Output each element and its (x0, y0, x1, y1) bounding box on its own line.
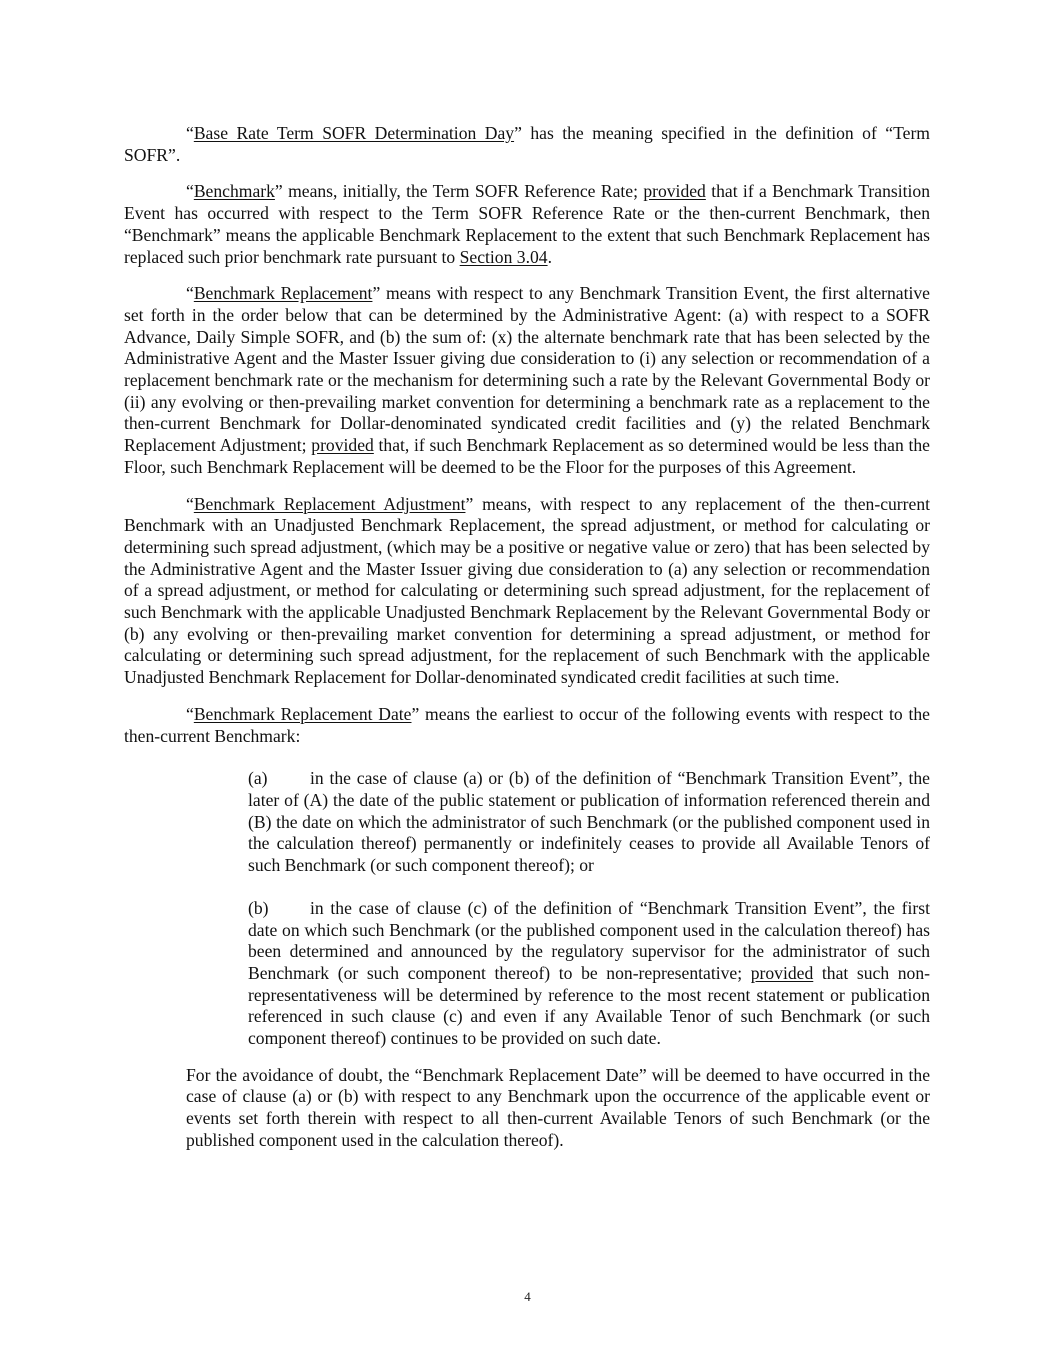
defined-term: Benchmark Replacement Date (193, 703, 412, 724)
clause-b: (b) in the case of clause (c) of the definition of “Benchmark Transition Event”, the first date on which such Benchmark (or the published component used in the calculation thereof) has been determined and announced by the regulatory supervisor for the administrator of such Benchmark (or such component thereof) to be non-representative; provided that such non-representativeness will be determined by reference to the most recent statement or publication referenced in such clause (c) and even if any Available Tenor of such Benchmark (or such component thereof) continues to be provided on such date. (248, 897, 931, 1049)
document-page (124, 123, 930, 1152)
definition-base-rate-term-sofr-determination-day: “Base Rate Term SOFR Determination Day” has the meaning specified in the definition of “Term SOFR”. (124, 123, 930, 165)
page-number: 4 (524, 1289, 531, 1304)
provided-emphasis: provided (643, 181, 706, 202)
clause-label: (b) (248, 897, 269, 918)
definition-benchmark-replacement-date: “Benchmark Replacement Date” means the earliest to occur of the following events with respect to the then-current Benchmark: (124, 703, 930, 746)
provided-emphasis: provided (750, 962, 814, 983)
definition-benchmark-replacement: “Benchmark Replacement” means with respect to any Benchmark Transition Event, the first alternative set forth in the order below that can be determined by the Administrative Agent: (a) with respect to a SOFR Advance, Daily Simple SOFR, and (b) the sum of: (x) the alternate benchmark rate that has been selected by the Administrative Agent and the Master Issuer giving due consideration to (i) any selection or recommendation of a replacement benchmark rate or the mechanism for determining such a rate by the Relevant Governmental Body or (ii) any evolving or then-prevailing market convention for determining a benchmark rate as a replacement to the then-current Benchmark for Dollar-denominated syndicated credit facilities and (y) the related Benchmark Replacement Adjustment; provided that, if such Benchmark Replacement as so determined would be less than the Floor, such Benchmark Replacement will be deemed to be the Floor for the purposes of this Agreement. (124, 283, 930, 477)
defined-term: Benchmark (193, 181, 275, 202)
clause-a: (a) in the case of clause (a) or (b) of the definition of “Benchmark Transition Event”, the later of (A) the date of the public statement or publication of information referenced therein and (B) the date on which the administrator of such Benchmark (or the published component used in the calculation thereof) permanently or indefinitely ceases to provide all Available Tenors of such Benchmark (or such component thereof); or (248, 768, 930, 876)
definition-benchmark-replacement-adjustment: “Benchmark Replacement Adjustment” means, with respect to any replacement of the then-current Benchmark with an Unadjusted Benchmark Replacement, the spread adjustment, or method for calculating or determining such spread adjustment, (which may be a positive or negative value or zero) that has been selected by the Administrative Agent and the Master Issuer giving due consideration to (a) any selection or recommendation of a spread adjustment, or method for calculating or determining such spread adjustment, for the replacement of such Benchmark with the applicable Unadjusted Benchmark Replacement by the Relevant Governmental Body or (b) any evolving or then-prevailing market convention for determining a spread adjustment, or method for calculating or determining such spread adjustment, for the replacement of such Benchmark with the applicable Unadjusted Benchmark Replacement for Dollar-denominated syndicated credit facilities at such time. (124, 493, 931, 688)
clause-label: (a) (248, 768, 268, 789)
provided-emphasis: provided (311, 435, 374, 456)
avoidance-of-doubt-paragraph: For the avoidance of doubt, the “Benchmark Replacement Date” will be deemed to have occurred in the case of clause (a) or (b) with respect to any Benchmark upon the occurrence of the applicable event or events set forth therein with respect to all then-current Available Tenors of such Benchmark (or the published component used in the calculation thereof). (186, 1064, 930, 1150)
definition-benchmark: “Benchmark” means, initially, the Term SOFR Reference Rate; provided that if a Benchmark Transition Event has occurred with respect to the Term SOFR Reference Rate or the then-current Benchmark, then “Benchmark” means the applicable Benchmark Replacement to the extent that such Benchmark Replacement has replaced such prior benchmark rate pursuant to Section 3.04. (124, 181, 931, 267)
defined-term: Benchmark Replacement Adjustment (193, 493, 466, 514)
section-reference: Section 3.04 (459, 246, 548, 267)
defined-term: Base Rate Term SOFR Determination Day (193, 123, 515, 143)
defined-term: Benchmark Replacement (193, 283, 373, 304)
